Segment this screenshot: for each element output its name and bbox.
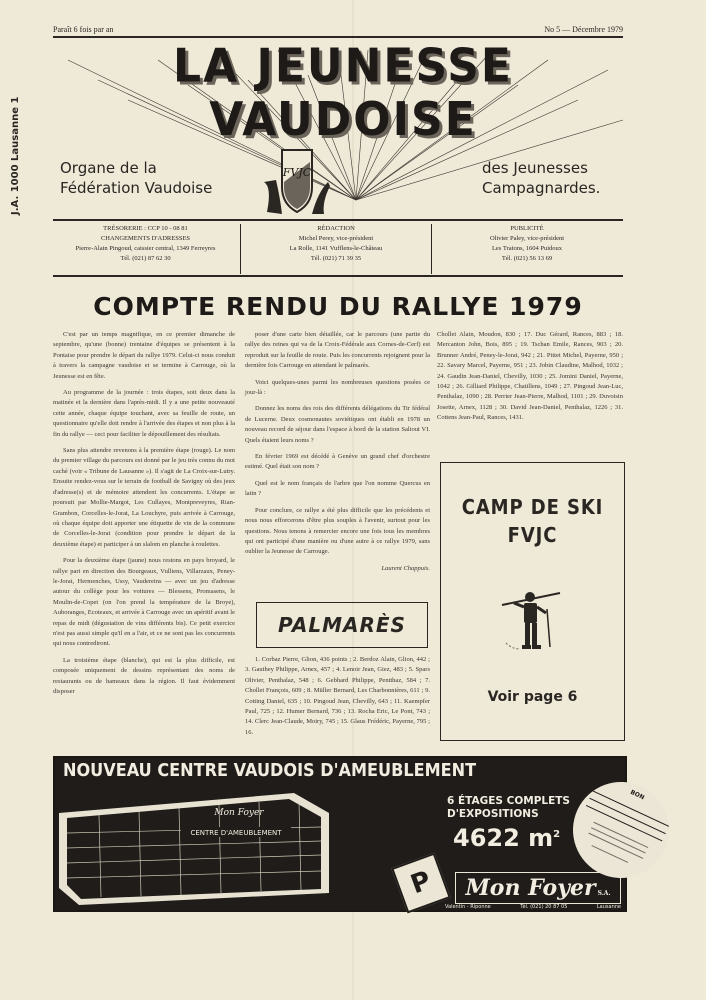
postal-mark: J.A. 1000 Lausanne 1: [10, 96, 21, 215]
article-column-1: C'est par un temps magnifique, en ce premier dimanche de septembre, qu'une (bonne) trentaine d'équipes se présentent à la Pontaise pour prendre le départ du rallye 1979. Celui-ci nous conduit à travers la campagne vaudoise et se termine à Carrouge, où la Jeunesse est en fête. Au programme de la journée : trois étapes, soit deux dans la matinée et la dernière dans l'après-midi. Il y a une petite nouveauté cette année, chaque équipe touchant, avec sa feuille de route, un questionnaire qu'elle doit rendre à l'arrivée des étapes et non plus à la fin du rallye — ceci pour faciliter le dépouillement des résultats. Sans plus attendre revenons à la première étape (rouge). Le nom du premier village du parcours est donné par le jeu très connu du mot caché (voir « Tribune de Lausanne »). Il s'agit de La Croix-sur-Lutry. Ensuite rendez-vous sur le terrain de football de Savigny où des jeux d'adresse(s) et de mémoire attendent les concurrents. L'étape se poursuit par Mollie-Margot, Les Cullayes, Montpreveyres, Rian-Grambon, Corcelles-le-Jorat, La Louchyre, puis arrivée à Carrouge, où chaque équipe doit apporter une étiquette de vin de la commune de Corcelles-le-Jorat (condition pour prendre le départ de la deuxième étape) et participer à un slalom en planche à roulettes. Pour la deuxième étape (jaune) nous restons en pays broyard, le rallye part en direction des Bourgeaux, Vulliens, Villarzaux, Peney-le-Jorat, Hermenches, Ussy, Vaudereins — avec un jeu d'adresse autour du collège pour les voitures — Blessens, Promasens, le Moulin-de-Copet (on l'on prend la température de la Broye), Auboranges, Ecoteaux, et arrivée à Carrouge avec un apéritif avant le repas de midi (dégustation de vins différents bis). Ce petit exercice n'est pas aussi simple qu'il en a l'air, et ce ne sont pas les concurrents qui nous contrediront. La troisième étape (blanche), qui est la plus difficile, est composée uniquement de dessins représentant des noms de restaurants ou de hameaux dans la région. Il faut évidemment disposer: [53, 331, 235, 695]
ad-area: 4622 $m^2$: [453, 824, 561, 852]
top-bar: [53, 25, 623, 34]
svg-text:Mon Foyer: Mon Foyer: [214, 808, 264, 818]
see-page-link[interactable]: Voir page 6: [487, 689, 578, 705]
palmares-results: 1. Corbaz Pierre, Glion, 436 points ; 2. Berdoz Alain, Glion, 442 ; 3. Gauthey Philippe, Arnex, 457 ; 4. Lenoir Jean, Giez, 483 ; 5. Spars Olivier, Penthalaz, 548 ; 6. Gebhard Philippe, Pentthaz, 584 ; 7. Chollet François, 609 ; 8. Müller Bernard, Les Charbonnières, 611 ; 9. Cotting Daniel, 635 ; 10. Pingoud Jean, Chevilly, 643 ; 11. Kaempfer Paul, 725 ; 12. Humer Bernard, 736 ; 13. Rocha Eric, Le Pont, 743 ; 14. Clerc Jean-Claude, Moiry, 745 ; 15. Glaus Frédéric, Payerne, 795 ; 16.: [245, 656, 430, 736]
palmares-title: PALMARÈS: [278, 613, 406, 637]
masthead: [58, 39, 628, 197]
info-editorial: RÉDACTION Michel Perey, vice-président La Rolle, 1141 Vufflens-le-Château Tél. (021) 71 39 35: [240, 224, 432, 274]
svg-text:FVJC: FVJC: [282, 166, 312, 179]
article-headline: COMPTE RENDU DU RALLYE 1979: [93, 292, 583, 321]
tagline-left: Organe de la Fédération Vaudoise: [60, 159, 213, 197]
coupon-voucher[interactable]: BON: [557, 766, 685, 894]
brand-logo: Mon Foyer S.A.: [455, 872, 621, 904]
divider: [53, 275, 623, 277]
info-advertising: PUBLICITÉ Olivier Paley, vice-président Les Tratons, 1604 Puidoux Tél. (021) 56 13 69: [489, 225, 565, 262]
ski-camp-title: CAMP DE SKI FVJC: [461, 495, 604, 547]
frequency-note: Paraît 6 fois par an: [53, 25, 114, 34]
newspaper-title: LA JEUNESSE VAUDOISE: [173, 39, 513, 147]
fvjc-shield-emblem-icon: [262, 142, 332, 222]
info-treasury: TRÉSORERIE : CCP 10 - 08 81 CHANGEMENTS D'ADRESSES Pierre-Alain Pingoud, caissier central, 1349 Ferreyres Tél. (021) 87 62 30: [75, 225, 216, 262]
ski-camp-ad[interactable]: [440, 462, 625, 741]
parking-sign-icon: P: [391, 853, 451, 914]
article-column-3: Chollet Alain, Moudon, 830 ; 17. Duc Gérard, Rances, 883 ; 18. Mercanton John, Bois, 895 ; 19. Tschan Emile, Rances, 903 ; 20. Brunner André, Peney-le-Jorat, 942 ; 21. Pittet Michel, Payerne, 950 ; 22. Savary Marcel, Payerne, 951 ; 23. Jobin Claudine, Malhod, 1032 ; 24. Gaudin Jean-Daniel, Chevilly, 1030 ; 25. Jomini Daniel, Payerne, 1042 ; 26. Gilliard Philippe, Chatillens, 1049 ; 27. Pingoud Jean-Luc, Penthalaz, 1090 ; 28. Perrier Jean-Pierre, Malhod, 1101 ; 29. Duvoisin Josette, Arnex, 1128 ; 30. David Jean-Daniel, Penthalaz, 1226 ; 31. Cottens Jean-Paul, Rances, 1431.: [437, 331, 623, 422]
ad-footer: Valentin - Riponne Tél. (021) 20 87 05 Lausanne: [445, 904, 621, 910]
article-signature: Laurent Chappuis.: [381, 564, 430, 572]
divider: [53, 219, 623, 221]
skier-illustration-icon: [498, 587, 568, 659]
article-column-2: poser d'une carte bien détaillée, car le parcours (une partie du rallye des reines qui va de la Croix-Fédérale aux Cornes-de-Cerf) est reproduit sur la feuille de route. Puis les concurrents rejoignent pour la dernière fois Carrouge en attendant le palmarès. Voici quelques-unes parmi les nombreuses questions posées ce jour-là : Donnez les noms des rois des différents délégations du Tir fédéral de Lucerne. Deux cosmonautes soviétiques ont établi en 1978 un nouveau record de séjour dans l'espace à bord de la station Saliout VI. Quels étaient leurs noms ? En février 1969 est décédé à Genève un grand chef d'orchestre estimé. Quel était son nom ? Quel est le nom français de l'arbre que l'on nomme Quercus en latin ? Pour conclure, ce rallye a été plus difficile que les précédents et nous nous efforcerons d'être plus souples à l'avenir, surtout pour les questions. Nous tenons à remercier encore une fois tous les membres qui ont participé d'une manière ou d'une autre à ce rallye 1979, sans oublier la Jeunesse de Carrouge. Laurent Chappuis.: [245, 330, 430, 574]
palmares-heading-box: [256, 602, 428, 648]
tagline-right: des Jeunesses Campagnardes.: [482, 159, 601, 197]
store-building-illustration-icon: [59, 793, 329, 905]
issue-number: No 5 — Décembre 1979: [544, 25, 623, 34]
ad-headline: NOUVEAU CENTRE VAUDOIS D'AMEUBLEMENT: [63, 761, 477, 781]
svg-text:CENTRE D'AMEUBLEMENT: CENTRE D'AMEUBLEMENT: [190, 829, 282, 837]
furniture-ad[interactable]: [53, 756, 646, 912]
ad-floors-text: 6 ÉTAGES COMPLETS D'EXPOSITIONS: [447, 795, 570, 820]
divider: [53, 36, 623, 38]
